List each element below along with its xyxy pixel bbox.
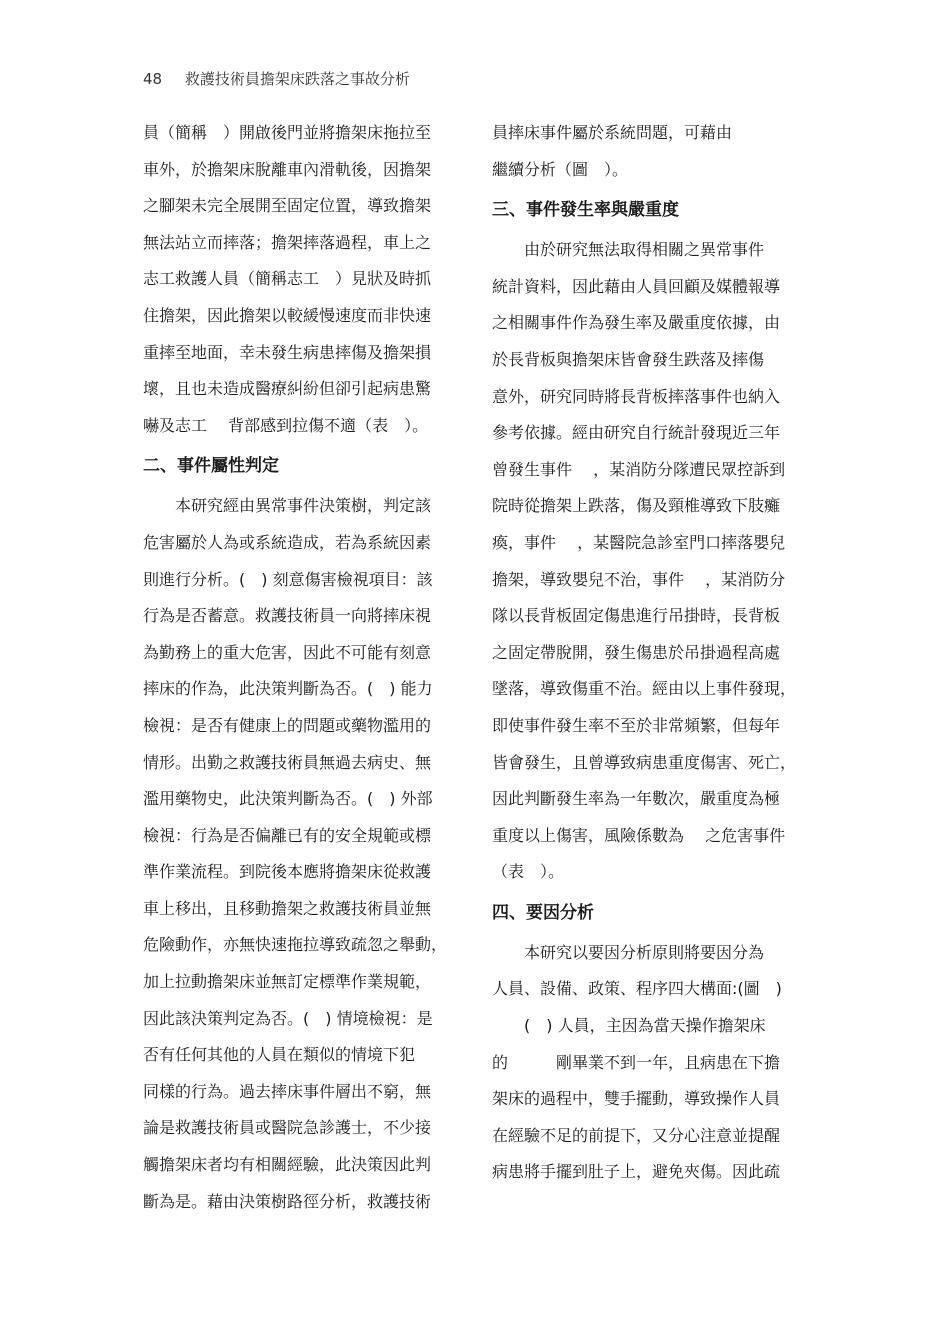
left-column-text-line: 員（簡稱 ）開啟後門並將擔架床拖拉至	[143, 123, 432, 142]
left-column-text-line: 檢視：行為是否偏離已有的安全規範或標	[143, 825, 432, 845]
left-column-text-line: 重摔至地面，幸未發生病患摔傷及擔架損	[143, 342, 432, 362]
right-column-text-line: 擔架，導致嬰兒不治，事件 ，某消防分	[492, 569, 786, 589]
right-column-text-line: 瘓，事件 ，某醫院急診室門口摔落嬰兒	[492, 532, 786, 552]
right-column-text-line: 即使事件發生率不至於非常頻繁，但每年	[492, 715, 781, 735]
left-column-text-line: 因此該決策判定為否。( ) 情境檢視：是	[143, 1008, 433, 1028]
right-column-text-line: 院時從擔架上跌落，傷及頸椎導致下肢癱	[492, 496, 781, 516]
right-column-text-line: 在經驗不足的前提下，又分心注意並提醒	[492, 1125, 781, 1145]
right-column-text-line: 隊以長背板固定傷患進行吊掛時，長背板	[492, 606, 781, 626]
right-column-text-line: 由於研究無法取得相關之異常事件	[492, 240, 765, 260]
right-column-text-line: 皆會發生，且曾導致病患重度傷害、死亡，	[492, 752, 797, 772]
right-column-text-line: 之相關事件作為發生率及嚴重度依據，由	[492, 313, 781, 333]
right-column-text-line: 架床的過程中，雙手擺動，導致操作人員	[492, 1089, 781, 1109]
left-column-text-line: 觸擔架床者均有相關經驗，此決策因此判	[143, 1155, 432, 1175]
right-column-text-line: 繼續分析（圖 ）。	[492, 159, 629, 179]
left-column-text-line: 否有任何其他的人員在類似的情境下犯	[143, 1045, 416, 1065]
right-column-text-line: 曾發生事件 ，某消防分隊遭民眾控訴到	[492, 459, 786, 479]
right-column-text-line: 本研究以要因分析原則將要因分為	[492, 942, 765, 962]
right-column-text-line: 於長背板與擔架床皆會發生跌落及摔傷	[492, 349, 765, 369]
left-column-text-line: 斷為是。藉由決策樹路徑分析，救護技術	[143, 1191, 432, 1211]
left-column-text-line: 準作業流程。到院後本應將擔架床從救護	[143, 862, 432, 882]
left-column-text-line: 加上拉動擔架床並無訂定標準作業規範，	[143, 972, 432, 992]
left-column-text-line: 論是救護技術員或醫院急診護士，不少接	[143, 1118, 432, 1138]
running-header	[143, 68, 410, 89]
left-column-text-line: 無法站立而摔落；擔架摔落過程，車上之	[143, 232, 432, 252]
right-column-text-line: 墜落，導致傷重不治。經由以上事件發現，	[492, 679, 797, 699]
left-column	[143, 115, 465, 1220]
left-column-text-line: 危險動作，亦無快速拖拉導致疏忽之舉動，	[143, 935, 448, 955]
right-column-text-line: 統計資料，因此藉由人員回顧及媒體報導	[492, 276, 781, 296]
left-column-text-line: 為勤務上的重大危害，因此不可能有刻意	[143, 642, 432, 662]
left-column-text-line: 志工救護人員（簡稱志工 ）見狀及時抓	[143, 269, 432, 289]
left-column-text-line: 嚇及志工 背部感到拉傷不適（表 ）。	[143, 415, 429, 435]
right-column-text-line: 因此判斷發生率為一年數次，嚴重度為極	[492, 789, 781, 809]
right-column-text-line: 參考依據。經由研究自行統計發現近三年	[492, 423, 781, 443]
running-title: 救護技術員擔架床跌落之事故分析	[184, 70, 410, 88]
left-column-text-line: 摔床的作為，此決策判斷為否。( ) 能力	[143, 679, 433, 699]
right-column-text-line: 重度以上傷害，風險係數為 之危害事件	[492, 825, 786, 845]
right-column-text-line: 之固定帶脫開，發生傷患於吊掛過程高處	[492, 642, 781, 662]
left-column-text-line: 之腳架未完全展開至固定位置，導致擔架	[143, 196, 432, 216]
left-column-text-line: 危害屬於人為或系統造成，若為系統因素	[143, 532, 432, 552]
section-heading: 三、事件發生率與嚴重度	[492, 200, 679, 221]
left-column-text-line: 車外，於擔架床脫離車內滑軌後，因擔架	[143, 159, 432, 179]
right-column-text-line: 意外，研究同時將長背板摔落事件也納入	[492, 386, 781, 406]
right-column	[492, 115, 814, 1191]
left-column-text-line: 情形。出勤之救護技術員無過去病史、無	[143, 752, 432, 772]
left-column-text-line: 同樣的行為。過去摔床事件層出不窮，無	[143, 1081, 432, 1101]
left-column-text-line: 濫用藥物史，此決策判斷為否。( ) 外部	[143, 789, 433, 809]
section-heading: 四、要因分析	[492, 902, 594, 923]
left-column-text-line: 本研究經由異常事件決策樹，判定該	[143, 496, 432, 516]
right-column-text-line: 病患將手擺到肚子上，避免夾傷。因此疏	[492, 1162, 781, 1182]
right-column-text-line: 的 剛畢業不到一年，且病患在下擔	[492, 1052, 781, 1072]
left-column-text-line: 行為是否蓄意。救護技術員一向將摔床視	[143, 606, 432, 626]
section-heading: 二、事件屬性判定	[143, 456, 279, 477]
right-column-text-line: （表 ）。	[492, 862, 565, 882]
left-column-text-line: 檢視：是否有健康上的問題或藥物濫用的	[143, 715, 432, 735]
left-column-text-line: 車上移出，且移動擔架之救護技術員並無	[143, 898, 432, 918]
page-number: 48	[143, 70, 163, 88]
left-column-text-line: 壞，且也未造成醫療糾紛但卻引起病患驚	[143, 379, 432, 399]
right-column-text-line: 人員、設備、政策、程序四大構面:(圖 )	[492, 979, 782, 999]
left-column-text-line: 則進行分析。( ) 刻意傷害檢視項目：該	[143, 569, 433, 589]
right-column-text-line: 員摔床事件屬於系統問題，可藉由	[492, 123, 733, 142]
right-column-text-line: ( ) 人員，主因為當天操作擔架床	[492, 1016, 766, 1036]
left-column-text-line: 住擔架，因此擔架以較緩慢速度而非快速	[143, 305, 432, 325]
